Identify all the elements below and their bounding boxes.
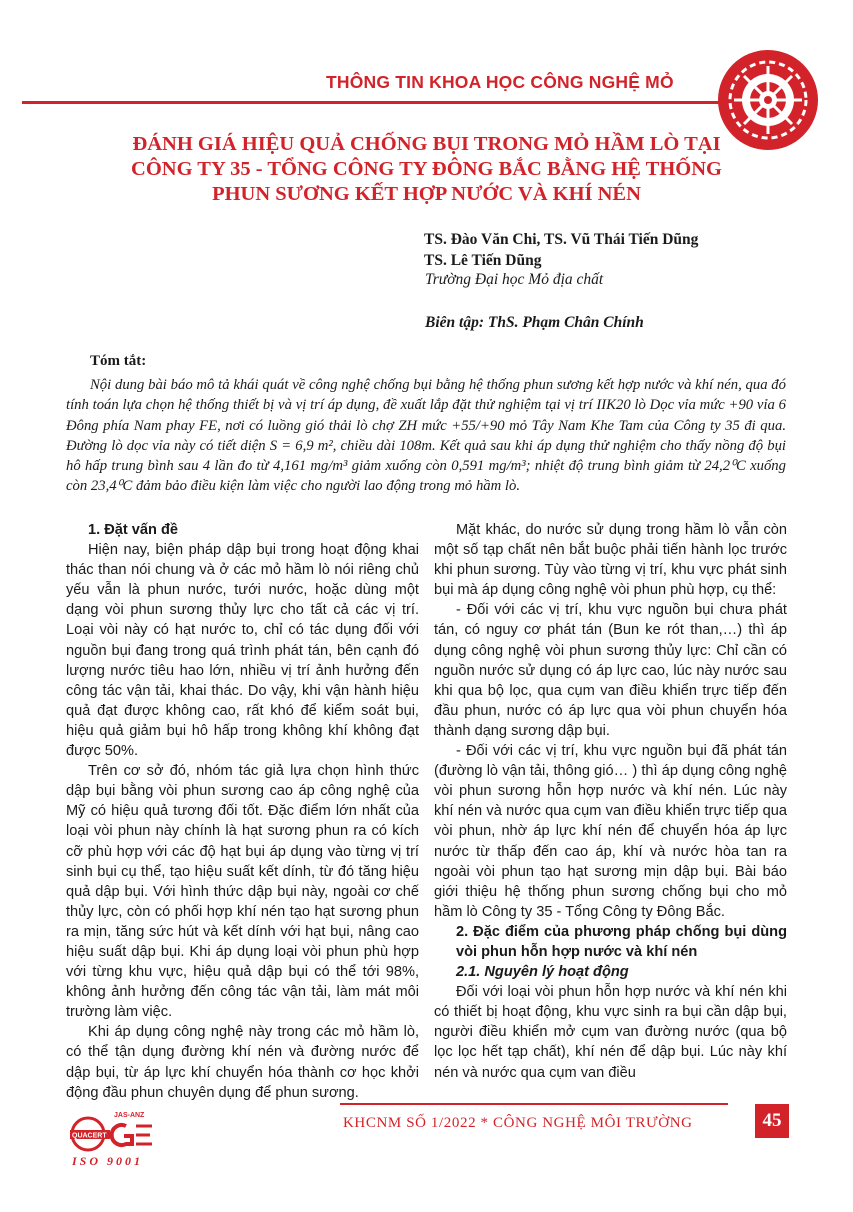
left-column [66,520,419,1103]
author-line: TS. Lê Tiến Dũng [424,252,542,269]
paragraph: - Đối với các vị trí, khu vực nguồn bụi chưa phát tán, có nguy cơ phát tán (Bun ke rót than,…) thì áp dụng công nghệ vòi phun sương thủy lực: Chỉ cần có nguồn nước sử dụng có áp lực cao, lúc này nước sau khi qua bộ lọc, qua cụm van điều khiển trực tiếp đến đầu phun, nước có áp lực qua vòi phun chuyển hóa thành dạng sương dập bụi. [434,602,787,739]
cert-small-text: JAS-ANZ [114,1112,145,1119]
abstract-label: Tóm tắt: [90,353,147,369]
article-title [90,132,763,207]
paragraph: Mặt khác, do nước sử dụng trong hầm lò vẫn còn một số tạp chất nên bắt buộc phải tiến hành lọc trước khi phun sương. Tùy vào từng vị trí, khu vực phát sinh bụi mà áp dụng công nghệ vòi phun phù hợp, cụ thể: [434,522,787,599]
title-line: CÔNG TY 35 - TỔNG CÔNG TY ĐÔNG BẮC BẰNG HỆ THỐNG [131,158,722,180]
abstract-text: Nội dung bài báo mô tả khái quát về công nghệ chống bụi bằng hệ thống phun sương kết hợp nước và khí nén, qua đó tính toán lựa chọn hệ thống thiết bị và vị trí áp dụng, đề xuất lắp đặt thử nghiệm tại vị trí IIK20 lò Dọc vỉa mức +90 vỉa 6 Đông phía Nam phay FE, nơi có luồng gió thải lò chợ ZH mức +55/+90 mỏ Tây Nam Khe Tam của Công ty 35 đi qua. Đường lò dọc vỉa này có tiết diện S = 6,9 m², chiều dài 108m. Kết quả sau khi áp dụng thử nghiệm cho thấy nồng độ bụi hô hấp trung bình sau 4 lần đo từ 4,161 mg/m³ giảm xuống còn 0,591 mg/m³; nhiệt độ trung bình giảm từ 24,2⁰C xuống còn 23,4⁰C đảm bảo điều kiện làm việc cho người lao động trong mỏ hầm lò. [66,377,786,495]
page-number: 45 [755,1104,789,1138]
iso-label: ISO 9001 [72,1154,144,1168]
journal-issue: KHCNM SỐ 1/2022 * CÔNG NGHỆ MÔI TRƯỜNG [343,1115,693,1131]
paragraph: - Đối với các vị trí, khu vực nguồn bụi đã phát tán (đường lò vận tải, thông gió… ) thì áp dụng công nghệ vòi phun sương hỗn hợp nước và khí nén. Lúc này khí nén và nước qua cụm van điều khiển trực tiếp qua vòi phun, nhờ áp lực khí nén để chuyển hóa áp lực nước từ thấp đến cao áp, khí và nước hòa tan ra ngoài vòi phun tạo hạt sương mịn dập bụi. Bài báo giới thiệu hệ thống phun sương chống bụi cho mỏ hầm lò Công ty 35 - Tổng Công ty Đông Bắc. [434,743,787,920]
title-line: PHUN SƯƠNG KẾT HỢP NƯỚC VÀ KHÍ NÉN [212,183,641,205]
editor-credit: Biên tập: ThS. Phạm Chân Chính [425,314,644,331]
cert-logo-text: QUACERT [72,1132,107,1140]
section-heading: 1. Đặt vấn đề [88,522,179,538]
section-heading: 2. Đặc điểm của phương pháp chống bụi dùng vòi phun hỗn hợp nước và khí nén [456,923,787,960]
right-column [434,520,787,1083]
paragraph: Hiện nay, biện pháp dập bụi trong hoạt động khai thác than nói chung và ở các mỏ hầm lò nói riêng chủ yếu vẫn là phun nước, tưới nước, hoặc dùng một dạng vòi phun sương thủy lực cho tất cả các vị trí. Loại vòi này có hạt nước to, chỉ có tác dụng đối với nguồn bụi đang trong quá trình phát tán, bên cạnh đó lượng nước tiêu hao lớn, nhiều vị trí ảnh hưởng đến công tác vận tải, khai thác. Do vậy, khi vận hành hiệu quả đạt được không cao, rất khó để kiểm soát bụi, hiệu quả giảm bụi hô hấp trong không khí không đạt được 50%. [66,542,419,760]
author-line: TS. Đào Văn Chi, TS. Vũ Thái Tiến Dũng [424,231,699,248]
section-header-title: THÔNG TIN KHOA HỌC CÔNG NGHỆ MỎ [326,72,674,92]
title-line: ĐÁNH GIÁ HIỆU QUẢ CHỐNG BỤI TRONG MỎ HẦM LÒ TẠI [132,133,721,155]
paragraph: Đối với loại vòi phun hỗn hợp nước và khí nén khi có thiết bị hoạt động, khu vực sinh ra bụi cần dập bụi, người điều khiển mở cụm van đường nước (qua bộ lọc lọc hết tạp chất), khí nén để dập bụi. Lúc này khí nén và nước qua cụm van điều [434,984,787,1081]
footer-divider [340,1103,728,1105]
paragraph: Trên cơ sở đó, nhóm tác giả lựa chọn hình thức dập bụi bằng vòi phun sương cao áp công nghệ của Mỹ có hiệu quả tương đối tốt. Đặc điểm lớn nhất của loại vòi phun này chính là hạt sương phun ra có kích cỡ phù hợp với các độ hạt bụi áp dụng vào từng vị trí sinh bụi cụ thể, tạo hiệu suất kết dính, từ đó tăng hiệu quả dập bụi. Với hình thức dập bụi này, ngoài cơ chế thủy lực, còn có phối hợp khí nén tạo hạt sương phun ra mịn, tăng sức hút và kết dính với hạt bụi, nâng cao hiệu suất dập bụi. Khi áp dụng loại vòi phun phù hợp với từng khu vực, hiệu quả dập bụi có thể tới 98%, không ảnh hưởng đến công tác vận tải, làm mát môi trường làm việc. [66,763,419,1021]
subsection-heading: 2.1. Nguyên lý hoạt động [456,964,629,981]
authors [424,229,698,271]
affiliation: Trường Đại học Mỏ địa chất [425,271,604,288]
header-divider [22,101,762,104]
paragraph: Khi áp dụng công nghệ này trong các mỏ hầm lò, có thể tận dụng đường khí nén và đường nước để dập bụi, từ áp lực khí chuyển hóa thành cơ học khởi động đầu phun chuyên dụng để phun sương. [66,1024,419,1101]
